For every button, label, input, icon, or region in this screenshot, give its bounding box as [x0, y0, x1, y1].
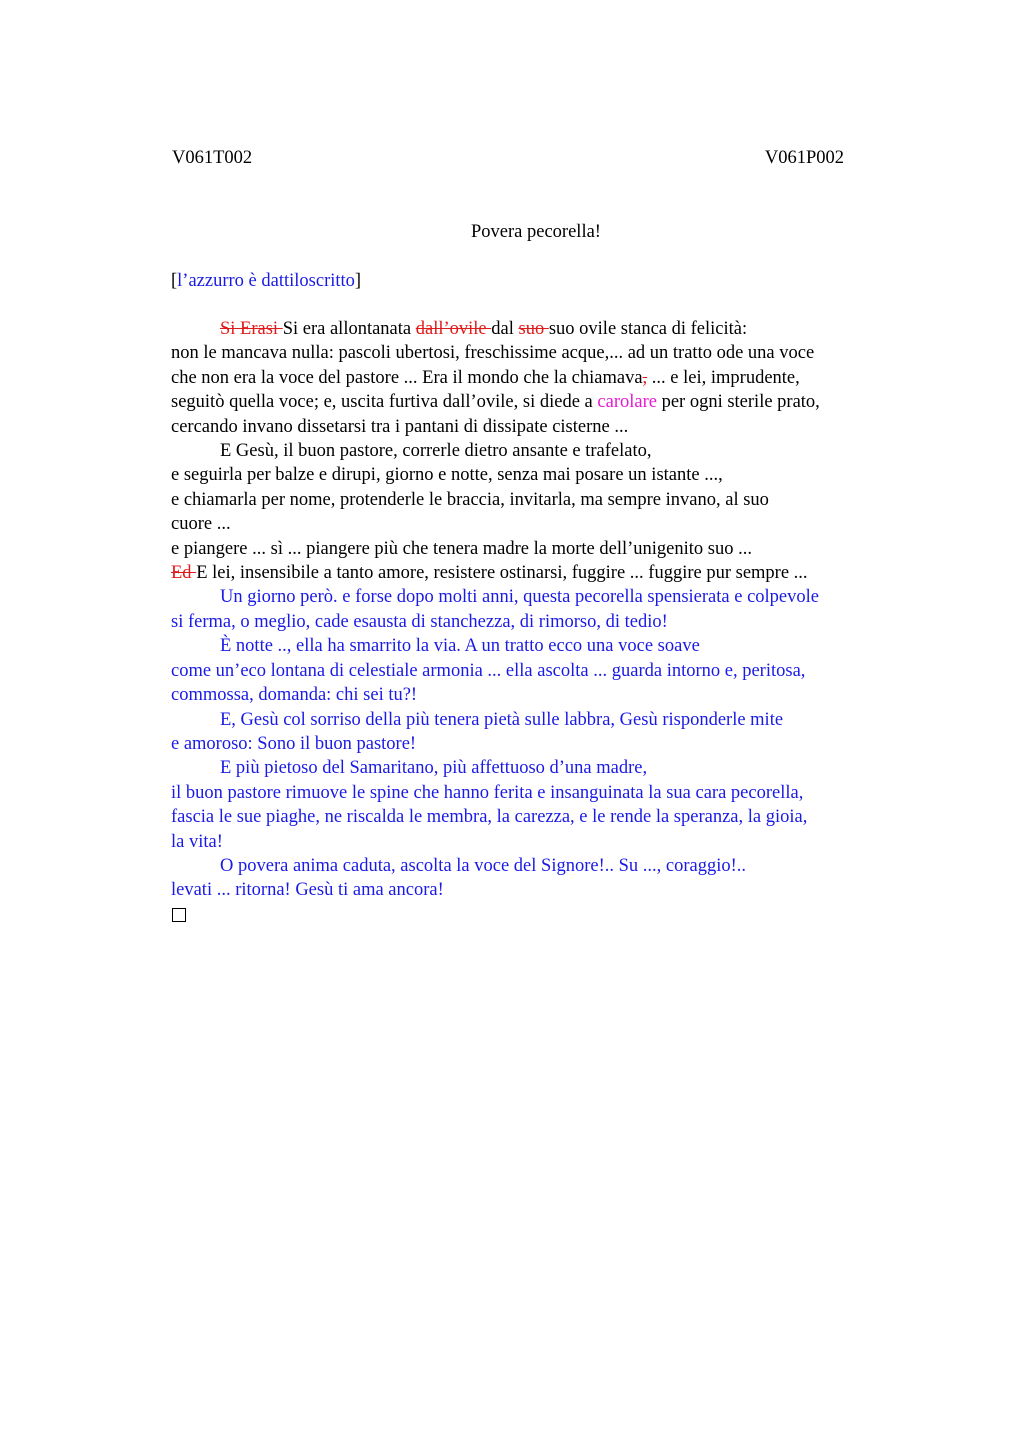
text-line-17: E, Gesù col sorriso della più tenera pietà sulle labbra, Gesù risponderle mite [220, 709, 784, 730]
text-line-4 [171, 390, 911, 414]
line-text: Si era allontanata [282, 319, 416, 339]
line-text: che non era la voce del pastore ... Era il mondo che la chiamava [171, 367, 643, 388]
text-line-13: si ferma, o meglio, cade esausta di stanchezza, di rimorso, di tedio! [171, 611, 668, 632]
text-line-22: la vita! [171, 831, 223, 852]
text-line-10: e piangere ... sì ... piangere più che tenera madre la morte dell’unigenito suo ... [171, 538, 752, 559]
highlighted-word: carolare [597, 392, 657, 413]
line-text: per ogni sterile prato, [656, 392, 820, 413]
deleted-text: Si Erasi [220, 319, 283, 339]
deleted-text: Ed [171, 563, 197, 584]
text-line-20: il buon pastore rimuove le spine che hanno ferita e insanguinata la sua cara pecorella, [171, 782, 804, 803]
text-line-3 [171, 366, 911, 390]
note-text: l’azzurro è dattiloscritto [177, 271, 355, 291]
editorial-note [171, 269, 361, 293]
document-code-right: V061P002 [764, 148, 844, 168]
text-line-2: non le mancava nulla: pascoli ubertosi, freschissime acque,... ad un tratto ode una voce [171, 343, 815, 364]
deleted-text: dall’ovile [415, 319, 492, 339]
text-line-16: commossa, domanda: chi sei tu?! [171, 685, 418, 706]
note-close-bracket: ] [354, 271, 362, 291]
text-line-5: cercando invano dissetarsi tra i pantani di dissipate cisterne ... [171, 416, 629, 437]
line-text: ... e lei, imprudente, [647, 367, 800, 388]
line-text: dal [491, 319, 519, 339]
text-line-21: fascia le sue piaghe, ne riscalda le membra, la carezza, e le rende la speranza, la gioia, [171, 807, 808, 828]
text-line-9: cuore ... [171, 514, 231, 535]
text-line-24: levati ... ritorna! Gesù ti ama ancora! [171, 880, 444, 901]
text-line-7: e seguirla per balze e dirupi, giorno e notte, senza mai posare un istante ..., [171, 465, 723, 486]
transcription-body [171, 317, 911, 929]
line-text: E lei, insensibile a tanto amore, resistere ostinarsi, fuggire ... fuggire pur sempre ... [196, 563, 808, 584]
text-line-19: E più pietoso del Samaritano, più affettuoso d’una madre, [220, 758, 648, 779]
end-marker-line [171, 903, 911, 929]
square-end-icon [172, 908, 186, 922]
text-line-15: come un’eco lontana di celestiale armonia ... ella ascolta ... guarda intorno e, peritosa, [171, 660, 806, 681]
text-line-11 [171, 561, 911, 585]
note-open-bracket: [ [171, 271, 178, 291]
text-line-12: Un giorno però. e forse dopo molti anni, questa pecorella spensierata e colpevole [220, 587, 819, 608]
text-line-1 [171, 317, 911, 341]
text-line-6: E Gesù, il buon pastore, correrle dietro ansante e trafelato, [220, 441, 652, 462]
document-code-left: V061T002 [172, 148, 253, 168]
text-line-18: e amoroso: Sono il buon pastore! [171, 733, 417, 754]
deleted-text: suo [518, 319, 549, 339]
text-line-14: È notte .., ella ha smarrito la via. A un tratto ecco una voce soave [220, 636, 700, 657]
line-text: seguitò quella voce; e, uscita furtiva dall’ovile, si diede a [171, 392, 598, 413]
text-line-8: e chiamarla per nome, protenderle le braccia, invitarla, ma sempre invano, al suo [171, 489, 769, 510]
document-title: Povera pecorella! [471, 222, 601, 242]
text-line-23: O povera anima caduta, ascolta la voce del Signore!.. Su ..., coraggio!.. [220, 855, 747, 876]
deleted-text: , [642, 367, 648, 388]
line-text: suo ovile stanca di felicità: [548, 319, 748, 339]
